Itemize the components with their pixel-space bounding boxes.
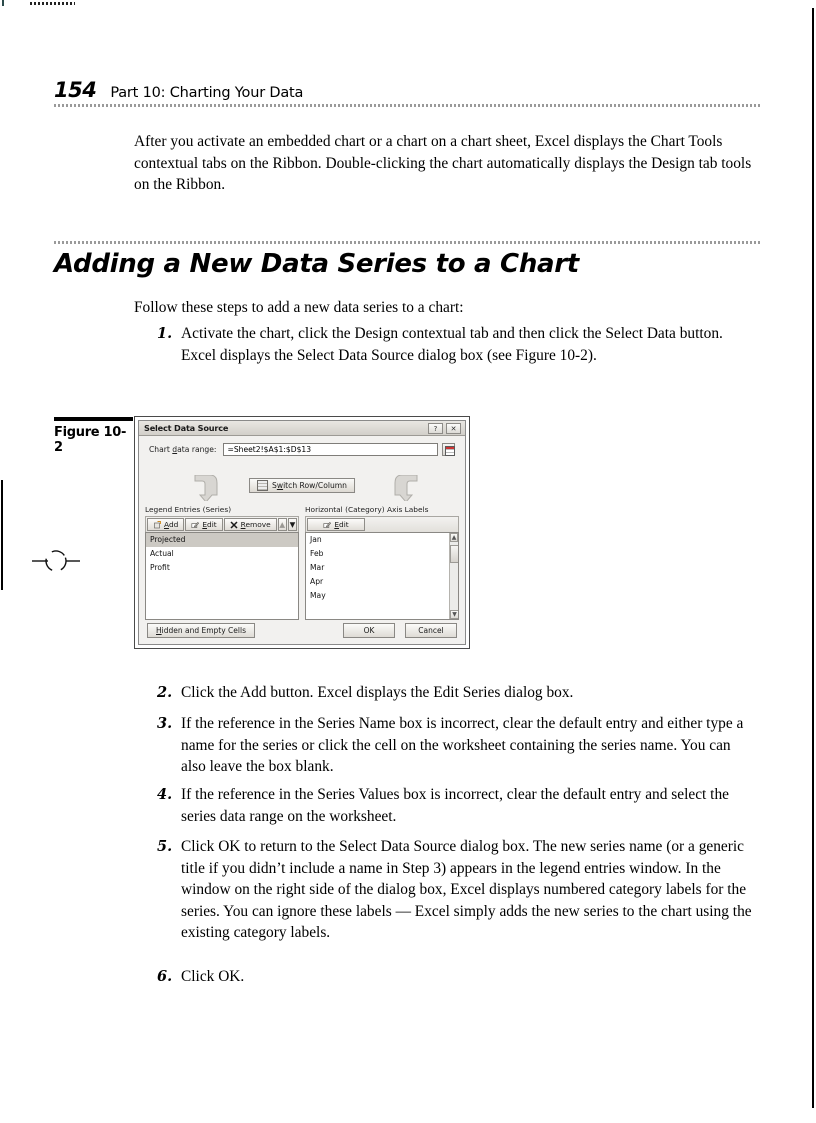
add-icon (153, 521, 161, 529)
switch-row-column-label: Switch Row/Column (272, 481, 347, 490)
running-head-rule (54, 104, 760, 107)
legend-entries-panel (145, 505, 299, 620)
switch-row-column-button[interactable] (249, 478, 355, 493)
range-picker-icon[interactable] (442, 443, 455, 456)
scroll-down-icon[interactable]: ▼ (450, 610, 459, 619)
running-head-title: Part 10: Charting Your Data (110, 85, 304, 101)
crop-mark-corner (2, 0, 4, 6)
section-lead-paragraph: Follow these steps to add a new data series to a chart: (134, 299, 464, 316)
close-x-icon (230, 521, 238, 529)
titlebar-buttons (428, 423, 461, 434)
edit-category-labels-label: Edit (334, 520, 349, 529)
list-item[interactable]: Jan (310, 535, 322, 544)
category-axis-heading: Horizontal (Category) Axis Labels (305, 505, 429, 514)
move-series-up-button[interactable]: ▲ (279, 520, 286, 529)
category-axis-labels-panel (305, 505, 459, 620)
list-item[interactable]: Apr (310, 577, 324, 586)
list-item[interactable]: Profit (150, 563, 170, 572)
scroll-up-icon[interactable]: ▲ (451, 534, 457, 541)
category-axis-toolbar (305, 516, 459, 532)
step-text: Activate the chart, click the Design contextual tab and then click the Select Data button. Excel displays the Select Data Source dialog box (see Figure 10-2). (181, 325, 723, 364)
hidden-cells-label-rest: idden and Empty Cells (161, 626, 246, 635)
page-number: 154 (54, 78, 97, 102)
edit-series-button[interactable] (185, 518, 222, 531)
edit-category-labels-button[interactable] (307, 518, 365, 531)
figure-caption: Figure 10-2 (54, 425, 127, 455)
dialog-footer (139, 623, 465, 638)
step-text: Click OK. (181, 968, 245, 985)
switch-row-column-area (139, 473, 465, 503)
list-item[interactable]: Actual (150, 549, 174, 558)
page-edge-rule-left (1, 480, 3, 590)
cancel-button[interactable]: Cancel (405, 623, 457, 638)
list-item[interactable]: Mar (310, 563, 325, 572)
chart-data-range-label: Chart data range: (149, 445, 217, 454)
registration-mark (26, 543, 82, 579)
step-number: 5. (157, 838, 173, 855)
running-head (54, 78, 760, 102)
category-axis-listbox[interactable] (305, 532, 459, 620)
step-item (157, 836, 757, 944)
legend-entries-listbox[interactable] (145, 532, 299, 620)
arrow-left-curved-icon (189, 475, 223, 501)
remove-series-button[interactable] (224, 518, 277, 531)
pencil-icon (191, 521, 199, 529)
step-number: 6. (157, 968, 173, 985)
close-icon[interactable]: ✕ (446, 423, 461, 434)
step-item (157, 323, 757, 366)
list-item[interactable]: May (310, 591, 326, 600)
arrow-right-curved-icon (389, 475, 423, 501)
section-rule (54, 241, 760, 244)
chart-data-range-input[interactable]: =Sheet2!$A$1:$D$13 (223, 443, 438, 456)
step-item (157, 784, 757, 827)
step-text: If the reference in the Series Values box is incorrect, clear the default entry and select the series data range on the worksheet. (181, 786, 729, 825)
help-icon[interactable]: ? (428, 423, 443, 434)
hidden-and-empty-cells-button[interactable]: H idden and Empty Cells (147, 623, 255, 638)
figure-screenshot (134, 416, 470, 649)
select-data-source-dialog (138, 420, 466, 645)
legend-entries-toolbar (145, 516, 299, 532)
step-number: 3. (157, 715, 173, 732)
dialog-columns (139, 505, 465, 620)
step-text: Click OK to return to the Select Data Source dialog box. The new series name (or a generic title if you didn’t include a name in Step 3) appears in the legend entries window. In the window on the right side of the dialog box, Excel displays numbered category labels for the series. You can ignore these labels — Excel simply adds the new series to the chart using the existing category labels. (181, 838, 752, 941)
legend-entries-heading: Legend Entries (Series) (145, 505, 232, 514)
step-number: 4. (157, 786, 173, 803)
figure-caption-bar (54, 417, 133, 421)
remove-series-label: Remove (240, 520, 271, 529)
step-number: 2. (157, 684, 173, 701)
step-number: 1. (157, 325, 173, 342)
add-series-label: Add (164, 520, 179, 529)
list-item[interactable]: Projected (146, 533, 298, 547)
ok-button[interactable]: OK (343, 623, 395, 638)
step-text: Click the Add button. Excel displays the Edit Series dialog box. (181, 684, 574, 701)
add-series-button[interactable] (147, 518, 184, 531)
page-edge-rule-right (812, 8, 814, 1108)
intro-paragraph: After you activate an embedded chart or a chart on a chart sheet, Excel displays the Chart Tools contextual tabs on the Ribbon. Double-clicking the chart automatically displays the Design tab tools on the Ribbon. (134, 133, 752, 193)
scrollbar-thumb[interactable] (450, 545, 459, 563)
dialog-titlebar[interactable] (139, 421, 465, 436)
step-item (157, 966, 757, 988)
edit-series-label: Edit (202, 520, 217, 529)
crop-mark-top (30, 2, 75, 5)
section-title: Adding a New Data Series to a Chart (54, 249, 579, 279)
move-series-down-button[interactable]: ▼ (289, 520, 296, 529)
step-item (157, 713, 757, 778)
list-item[interactable]: Feb (310, 549, 324, 558)
vertical-scrollbar[interactable] (449, 533, 458, 619)
step-text: If the reference in the Series Name box is incorrect, clear the default entry and either type a name for the series or click the cell on the worksheet containing the series name. You can also leave the box blank. (181, 715, 744, 775)
dialog-title: Select Data Source (144, 423, 229, 433)
chart-data-range-row (139, 443, 465, 456)
pencil-icon (323, 521, 331, 529)
switch-row-column-icon (257, 480, 268, 491)
step-item (157, 682, 757, 704)
